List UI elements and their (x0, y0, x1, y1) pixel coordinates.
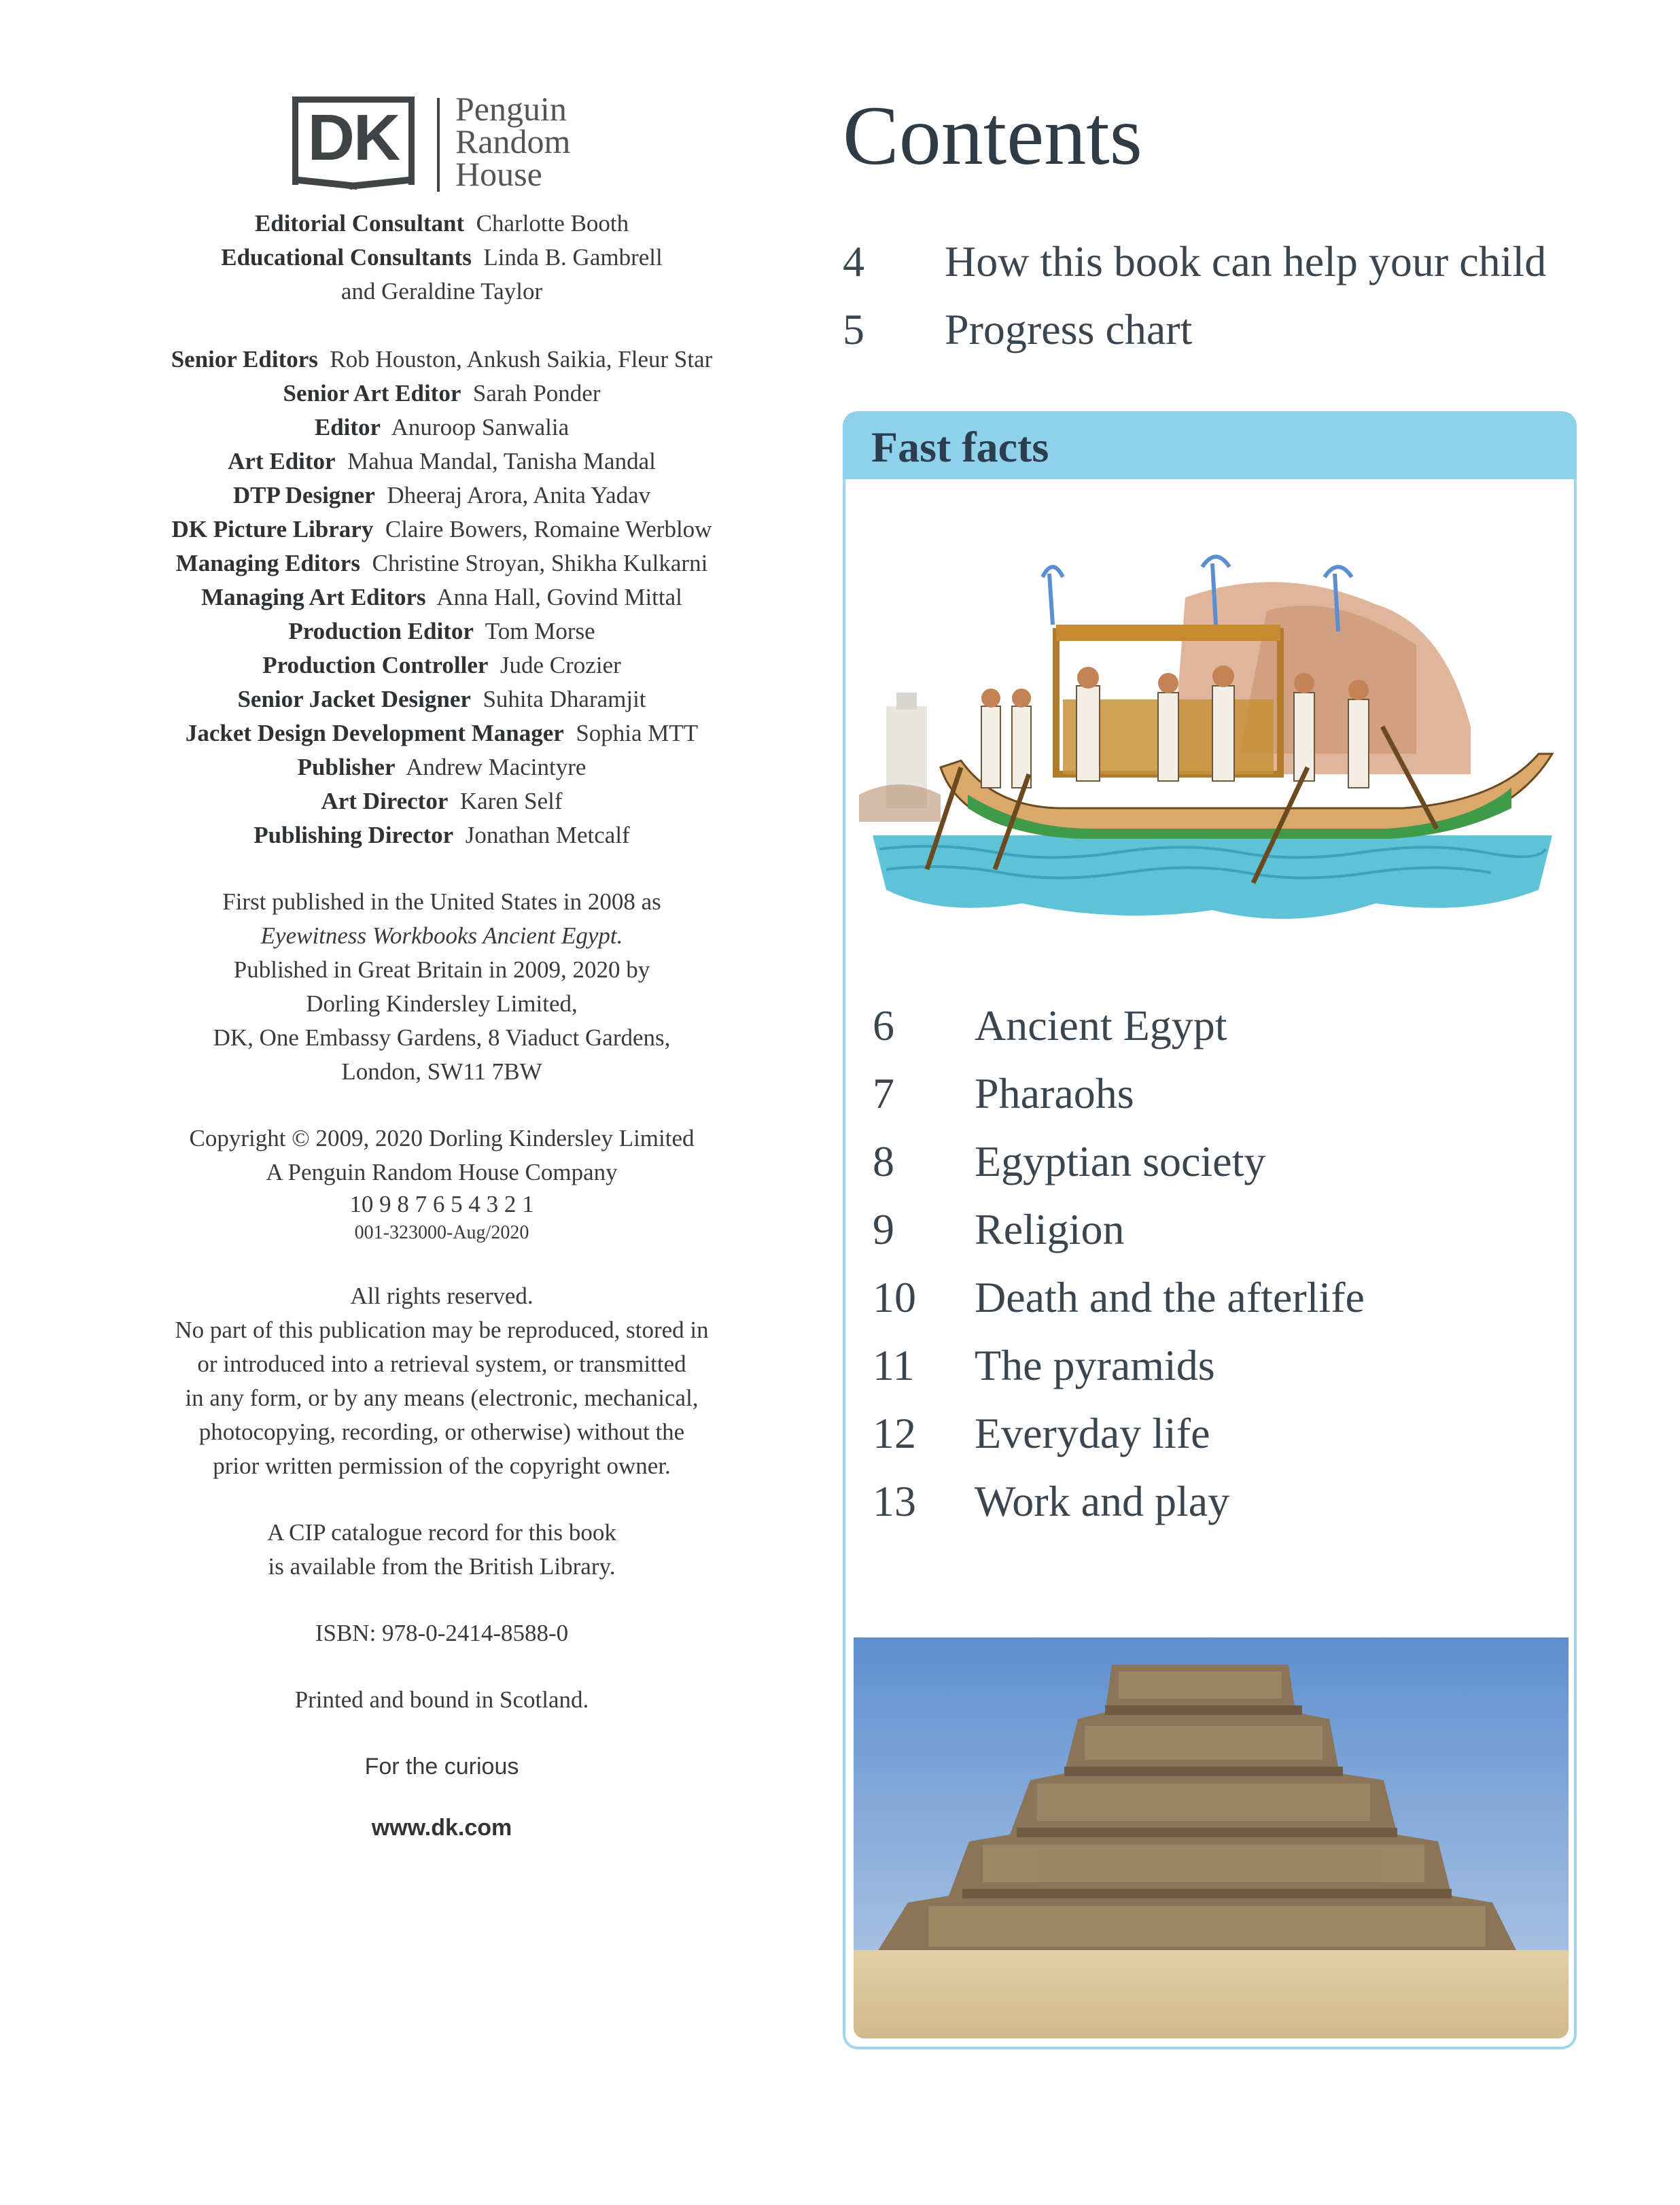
rights-line: No part of this publication may be reproduced, stored in (175, 1317, 709, 1343)
imprint-column (95, 88, 788, 1845)
toc-entry[interactable] (873, 1474, 1229, 1529)
toc-entry[interactable] (873, 1338, 1215, 1393)
toc-entry-label: Progress chart (945, 305, 1193, 353)
logo-divider (437, 98, 440, 192)
staff-line: DK Picture Library Claire Bowers, Romaine Werblow (171, 516, 712, 542)
toc-entry-label: Everyday life (975, 1409, 1210, 1457)
copyright-line: A Penguin Random House Company (266, 1159, 618, 1185)
toc-page-number: 5 (843, 305, 864, 353)
fast-facts-title: Fast facts (871, 423, 1049, 471)
page-title: Contents (843, 89, 1142, 182)
cip-block (95, 1516, 788, 1584)
dk-logo-book-icon (285, 179, 421, 192)
staff-line: Editor Anuroop Sanwalia (314, 414, 570, 440)
staff-line: Production Controller Jude Crozier (262, 652, 621, 678)
staff-line: DTP Designer Dheeraj Arora, Anita Yadav (232, 482, 651, 508)
publication-line: Published in Great Britain in 2009, 2020 by (233, 956, 650, 983)
copyright-line: Copyright © 2009, 2020 Dorling Kindersley Limited (189, 1125, 695, 1151)
toc-entry-label: The pyramids (975, 1341, 1215, 1389)
isbn: ISBN: 978-0-2414-8588-0 (315, 1620, 569, 1646)
fast-facts-panel (843, 411, 1577, 2049)
rights-line: photocopying, recording, or otherwise) without the (198, 1419, 685, 1445)
print-line-numbers: 10 9 8 7 6 5 4 3 2 1 (349, 1191, 534, 1217)
toc-page-number: 4 (843, 237, 864, 285)
toc-entry-label: Egyptian society (975, 1137, 1266, 1185)
fast-facts-header (843, 411, 1577, 479)
publication-line: DK, One Embassy Gardens, 8 Viaduct Gardens, (213, 1024, 671, 1051)
staff-line: Publishing Director Jonathan Metcalf (253, 822, 630, 848)
egyptian-boat-illustration (859, 550, 1566, 931)
rights-line: or introduced into a retrieval system, or transmitted (197, 1351, 686, 1377)
staff-line: Production Editor Tom Morse (288, 618, 595, 644)
cip-line: is available from the British Library. (268, 1553, 616, 1580)
credit-line: Editorial Consultant Charlotte Booth (254, 210, 629, 237)
toc-page-number: 11 (873, 1341, 915, 1389)
toc-page-number: 10 (873, 1273, 916, 1321)
toc-entry-label: Work and play (975, 1477, 1230, 1525)
staff-credits (95, 343, 788, 852)
toc-entry[interactable] (873, 1202, 1124, 1257)
staff-line: Managing Editors Christine Stroyan, Shikha Kulkarni (175, 550, 708, 576)
publication-title-line: Eyewitness Workbooks Ancient Egypt. (260, 922, 623, 949)
staff-line: Senior Art Editor Sarah Ponder (283, 380, 601, 406)
toc-page-number: 7 (873, 1069, 894, 1117)
consultant-credits (95, 207, 788, 309)
staff-line: Jacket Design Development Manager Sophia MTT (185, 720, 699, 746)
rights-line: in any form, or by any means (electronic, mechanical, (185, 1385, 699, 1411)
toc-page-number: 13 (873, 1477, 916, 1525)
toc-page-number: 12 (873, 1409, 916, 1457)
toc-entry[interactable] (873, 1270, 1365, 1325)
printing-code: 001-323000-Aug/2020 (354, 1222, 529, 1243)
rights-line: All rights reserved. (350, 1283, 533, 1309)
publisher-logo (95, 88, 788, 197)
toc-page-number: 8 (873, 1137, 894, 1185)
step-pyramid-photo (854, 1637, 1569, 2038)
toc-entry-label: Religion (975, 1205, 1125, 1253)
staff-line: Senior Jacket Designer Suhita Dharamjit (237, 686, 646, 712)
credit-line: and Geraldine Taylor (340, 278, 543, 305)
toc-entry-label: Death and the afterlife (975, 1273, 1365, 1321)
toc-page-number: 9 (873, 1205, 894, 1253)
toc-entry[interactable] (843, 302, 1192, 357)
toc-entry[interactable] (843, 235, 1546, 289)
toc-entry[interactable] (873, 1406, 1210, 1461)
dk-logo-text: DK (307, 101, 400, 174)
cip-line: A CIP catalogue record for this book (267, 1519, 616, 1546)
staff-line: Publisher Andrew Macintyre (297, 754, 587, 780)
tagline: For the curious (364, 1754, 519, 1779)
toc-entry-label: Pharaohs (975, 1069, 1134, 1117)
toc-entry[interactable] (873, 1066, 1134, 1121)
staff-line: Art Editor Mahua Mandal, Tanisha Mandal (228, 448, 656, 474)
website-link[interactable]: www.dk.com (371, 1815, 512, 1841)
prh-line-1: Penguin (455, 90, 567, 128)
rights-block (95, 1279, 788, 1483)
publication-line: London, SW11 7BW (341, 1058, 542, 1085)
toc-page-number: 6 (873, 1001, 894, 1049)
penguin-random-house-logo (455, 90, 571, 193)
publication-line: First published in the United States in 2008 as (222, 888, 661, 915)
toc-entry[interactable] (873, 1134, 1265, 1189)
publication-history (95, 885, 788, 1089)
toc-entry[interactable] (873, 999, 1227, 1053)
toc-entry-label: Ancient Egypt (975, 1001, 1227, 1049)
copyright-block (95, 1122, 788, 1247)
credit-line: Educational Consultants Linda B. Gambrell (221, 244, 663, 271)
publication-line: Dorling Kindersley Limited, (306, 990, 578, 1017)
toc-entry-label: How this book can help your child (945, 237, 1547, 285)
staff-line: Art Director Karen Self (321, 788, 563, 814)
prh-line-3: House (455, 155, 542, 193)
printed-note: Printed and bound in Scotland. (294, 1686, 589, 1713)
staff-line: Managing Art Editors Anna Hall, Govind Mittal (201, 584, 682, 610)
prh-line-2: Random (455, 122, 571, 160)
rights-line: prior written permission of the copyright owner. (213, 1453, 671, 1479)
staff-line: Senior Editors Rob Houston, Ankush Saikia, Fleur Star (171, 346, 713, 372)
